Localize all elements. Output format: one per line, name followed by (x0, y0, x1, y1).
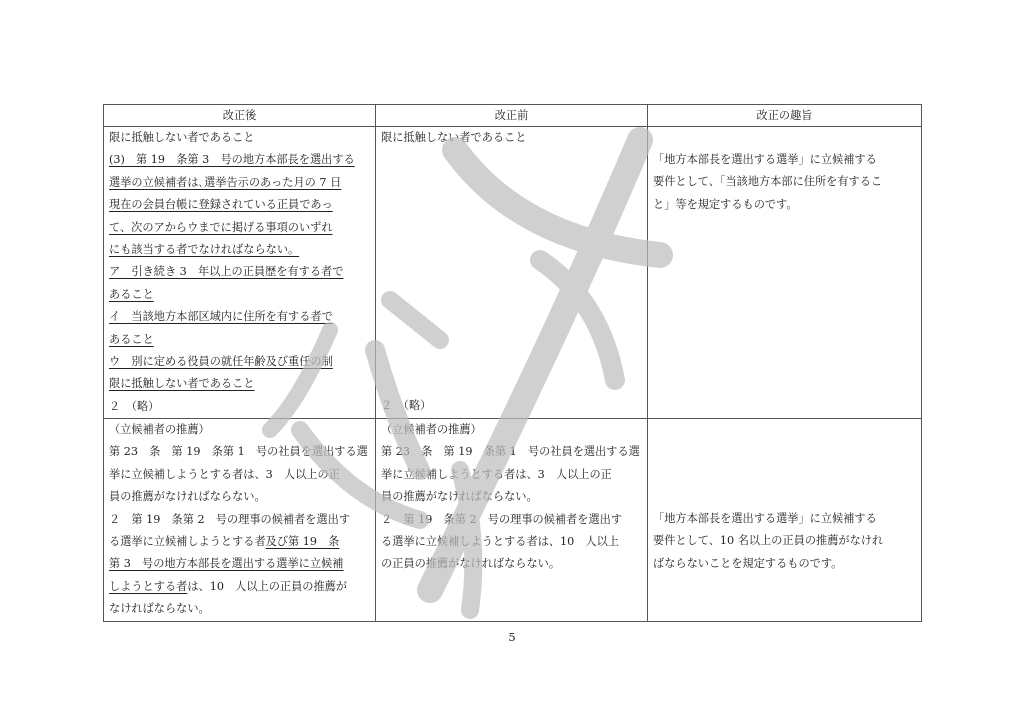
text-line (109, 553, 370, 575)
text-line: ばならないことを規定するものです。 (653, 556, 843, 570)
text-segment: ２ （略） (109, 399, 160, 413)
text-line: ２ 第 19 条第 2 号の理事の候補者を選出す (381, 512, 623, 526)
underlined-text: ウ 別に定める役員の就任年齢及び重任の制 (109, 354, 333, 368)
text-segment: る選挙に立候補しようとする者 (109, 535, 266, 549)
text-line (109, 329, 370, 351)
text-line: 「地方本部長を選出する選挙」に立候補する (653, 512, 877, 526)
header-before-amendment: 改正前 (376, 105, 648, 127)
underlined-text: しようとする者 (109, 579, 188, 593)
amendment-comparison-table (103, 104, 922, 622)
text-line (109, 351, 370, 373)
text-line: 員の推薦がなければならない。 (381, 490, 538, 504)
text-line (109, 464, 370, 486)
underlined-text: 第 3 号の地方本部長を選出する選挙に立候補 (109, 557, 344, 571)
text-line: の正員の推薦がなければならない。 (381, 557, 561, 571)
text-line: 挙に立候補しようとする者は、3 人以上の正 (381, 467, 612, 481)
text-segment: なければならない。 (109, 602, 210, 616)
text-line (109, 217, 370, 239)
text-line (109, 284, 370, 306)
text-line (109, 306, 370, 328)
table-row (104, 419, 922, 622)
cell-after-amendment-1 (104, 127, 376, 419)
page-number: 5 (508, 630, 516, 644)
underlined-text: ア 引き続き 3 年以上の正員歴を有する者で (109, 265, 344, 279)
text-segment: 員の推薦がなければならない。 (109, 490, 266, 504)
text-line (109, 509, 370, 531)
text-line: 「地方本部長を選出する選挙」に立候補する (653, 153, 877, 166)
text-line (109, 194, 370, 216)
text-line: と」等を規定するものです。 (653, 197, 798, 211)
text-line (109, 396, 370, 418)
text-line: 要件として、「当該地方本部に住所を有するこ (653, 175, 883, 189)
text-line (109, 261, 370, 283)
underlined-text: 選挙の立候補者は､選挙告示のあった月の 7 日 (109, 175, 342, 189)
text-line (109, 373, 370, 395)
text-line (109, 239, 370, 261)
text-line (109, 531, 370, 553)
text-line: 第 23 条 第 19 条第 1 号の社員を選出する選 (381, 445, 640, 459)
text-line (109, 598, 370, 620)
text-segment: ２ 第 19 条第 2 号の理事の候補者を選出す (109, 512, 351, 526)
underlined-text: 限に抵触しない者であること (109, 377, 255, 391)
underlined-text: にも該当する者でなければならない。 (109, 242, 300, 256)
underlined-text: 現在の会員台帳に登録されている正員であっ (109, 198, 333, 212)
text-segment: （立候補者の推薦） (109, 423, 210, 437)
text-line (109, 127, 370, 149)
cell-before-amendment-2 (376, 419, 648, 622)
table-header-row (104, 105, 922, 127)
text-line: 要件として、10 名以上の正員の推薦がなけれ (653, 534, 884, 548)
cell-before-amendment-1 (376, 127, 648, 419)
text-line (109, 149, 370, 171)
text-line (109, 576, 370, 598)
text-line: （立候補者の推薦） (381, 423, 482, 437)
cell-amendment-purpose-2 (648, 419, 922, 622)
text-line (109, 441, 370, 463)
underlined-text: て、次のアからウまでに掲げる事項のいずれ (109, 220, 333, 234)
text-line (109, 419, 370, 441)
underlined-text: 及び第 19 条 (265, 535, 340, 549)
text-segment: は、10 人以上の正員の推薦が (187, 579, 348, 593)
text-line: る選挙に立候補しようとする者は、10 人以上 (381, 535, 619, 549)
text-line: ２ （略） (381, 399, 432, 413)
header-after-amendment: 改正後 (104, 105, 376, 127)
underlined-text: (3) 第 19 条第 3 号の地方本部長を選出する (109, 153, 355, 167)
table-row (104, 127, 922, 419)
text-line (109, 172, 370, 194)
cell-amendment-purpose-1 (648, 127, 922, 419)
underlined-text: あること (109, 287, 154, 301)
cell-after-amendment-2 (104, 419, 376, 622)
text-segment: 第 23 条 第 19 条第 1 号の社員を選出する選 (109, 445, 368, 459)
text-segment: 限に抵触しない者であること (109, 131, 255, 144)
underlined-text: イ 当該地方本部区域内に住所を有する者で (109, 310, 333, 324)
text-line: 限に抵触しない者であること (381, 131, 527, 144)
text-segment: 挙に立候補しようとする者は、3 人以上の正 (109, 467, 340, 481)
text-line (109, 486, 370, 508)
header-amendment-purpose: 改正の趣旨 (648, 105, 922, 127)
underlined-text: あること (109, 332, 154, 346)
